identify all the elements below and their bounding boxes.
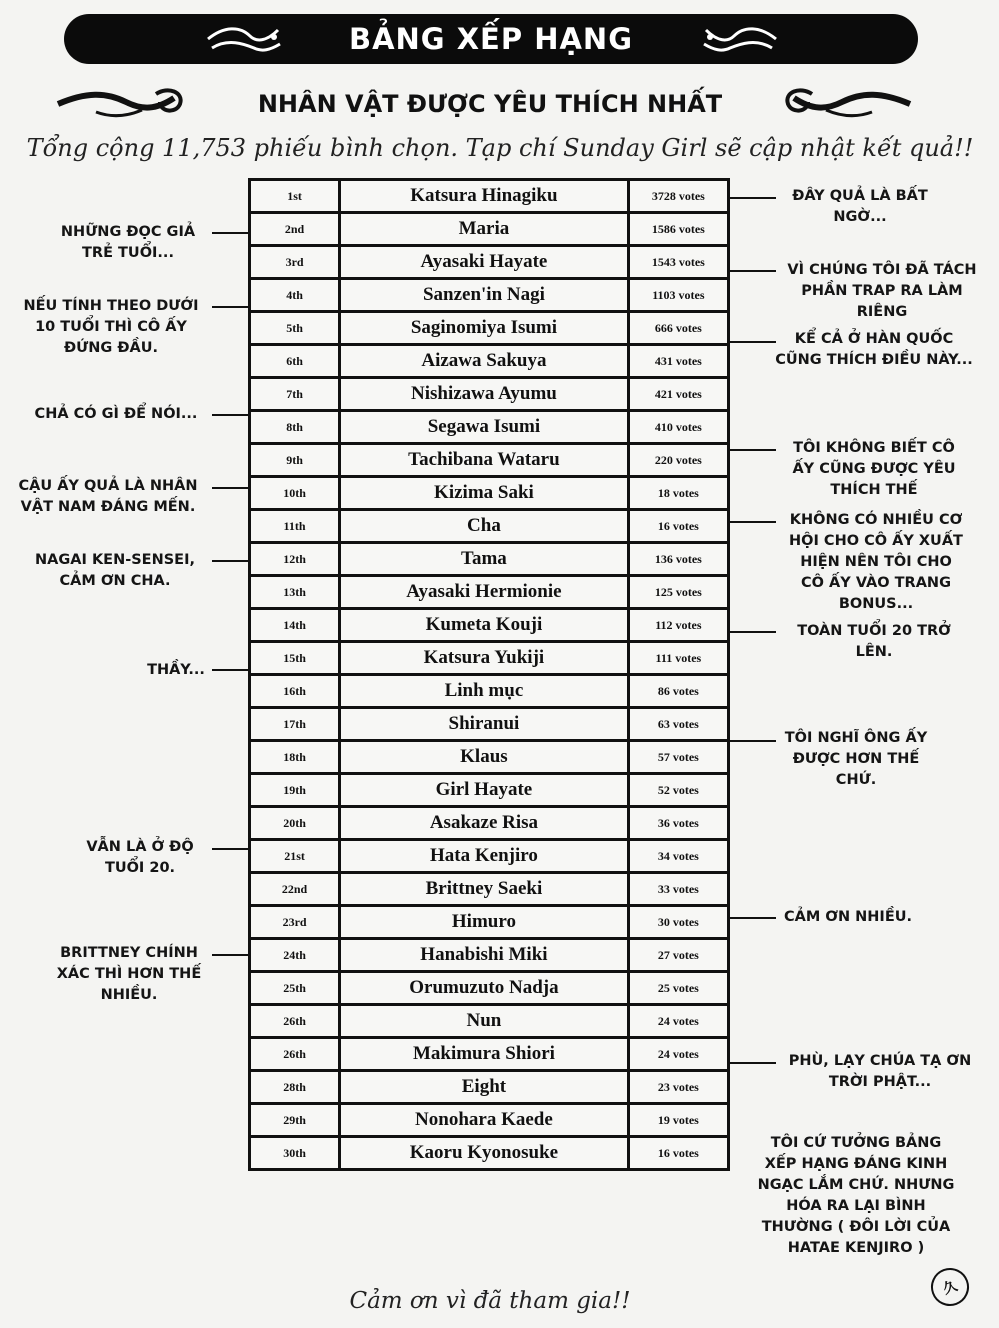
table-row bbox=[250, 741, 729, 774]
right-flourish-icon bbox=[700, 22, 780, 56]
character-name-cell: Aizawa Sakuya bbox=[340, 345, 629, 378]
table-row bbox=[250, 279, 729, 312]
table-row bbox=[250, 477, 729, 510]
connector-line bbox=[730, 270, 776, 272]
character-name-cell: Ayasaki Hermionie bbox=[340, 576, 629, 609]
votes-cell: 666 votes bbox=[628, 312, 728, 345]
connector-line bbox=[730, 521, 776, 523]
table-row bbox=[250, 774, 729, 807]
subtitle-right-ornament-icon bbox=[782, 84, 912, 120]
character-name-cell: Orumuzuto Nadja bbox=[340, 972, 629, 1005]
character-name-cell: Himuro bbox=[340, 906, 629, 939]
votes-cell: 36 votes bbox=[628, 807, 728, 840]
character-name-cell: Cha bbox=[340, 510, 629, 543]
rank-cell: 29th bbox=[250, 1104, 340, 1137]
table-row bbox=[250, 1038, 729, 1071]
table-row bbox=[250, 873, 729, 906]
character-name-cell: Hata Kenjiro bbox=[340, 840, 629, 873]
character-name-cell: Klaus bbox=[340, 741, 629, 774]
rank-cell: 12th bbox=[250, 543, 340, 576]
right-comment-note: KHÔNG CÓ NHIỀU CƠ HỘI CHO CÔ ẤY XUẤT HIỆN NÊN TÔI CHO CÔ ẤY VÀO TRANG BONUS... bbox=[789, 512, 963, 612]
table-row bbox=[250, 1137, 729, 1170]
right-comment-note: KỂ CẢ Ở HÀN QUỐC CŨNG THÍCH ĐIỀU NÀY... bbox=[775, 331, 973, 368]
votes-cell: 125 votes bbox=[628, 576, 728, 609]
character-name-cell: Tama bbox=[340, 543, 629, 576]
character-name-cell: Katsura Yukiji bbox=[340, 642, 629, 675]
left-comment-note: NẾU TÍNH THEO DƯỚI 10 TUỔI THÌ CÔ ẤY ĐỨNG ĐẦU. bbox=[23, 298, 199, 356]
connector-line bbox=[212, 560, 248, 562]
character-name-cell: Shiranui bbox=[340, 708, 629, 741]
rank-cell: 4th bbox=[250, 279, 340, 312]
character-name-cell: Eight bbox=[340, 1071, 629, 1104]
table-row bbox=[250, 1071, 729, 1104]
table-row bbox=[250, 312, 729, 345]
rank-cell: 21st bbox=[250, 840, 340, 873]
character-name-cell: Nishizawa Ayumu bbox=[340, 378, 629, 411]
rank-cell: 14th bbox=[250, 609, 340, 642]
rank-cell: 18th bbox=[250, 741, 340, 774]
connector-line bbox=[212, 487, 248, 489]
character-name-cell: Nonohara Kaede bbox=[340, 1104, 629, 1137]
votes-cell: 24 votes bbox=[628, 1005, 728, 1038]
rank-cell: 15th bbox=[250, 642, 340, 675]
table-row bbox=[250, 444, 729, 477]
table-row bbox=[250, 1005, 729, 1038]
character-name-cell: Sanzen'in Nagi bbox=[340, 279, 629, 312]
right-comment-note: ĐÂY QUẢ LÀ BẤT NGỜ... bbox=[792, 188, 928, 225]
right-comment-note: VÌ CHÚNG TÔI ĐÃ TÁCH PHẦN TRAP RA LÀM RIÊNG bbox=[787, 262, 977, 320]
rank-cell: 2nd bbox=[250, 213, 340, 246]
table-row bbox=[250, 906, 729, 939]
character-name-cell: Kaoru Kyonosuke bbox=[340, 1137, 629, 1170]
character-name-cell: Tachibana Wataru bbox=[340, 444, 629, 477]
rank-cell: 7th bbox=[250, 378, 340, 411]
votes-cell: 27 votes bbox=[628, 939, 728, 972]
votes-cell: 112 votes bbox=[628, 609, 728, 642]
right-comment-note: CẢM ƠN NHIỀU. bbox=[783, 909, 913, 925]
right-comment-note: TOÀN TUỔI 20 TRỞ LÊN. bbox=[797, 623, 951, 660]
rank-cell: 13th bbox=[250, 576, 340, 609]
table-row bbox=[250, 576, 729, 609]
rank-cell: 22nd bbox=[250, 873, 340, 906]
votes-cell: 16 votes bbox=[628, 1137, 728, 1170]
character-name-cell: Saginomiya Isumi bbox=[340, 312, 629, 345]
votes-cell: 16 votes bbox=[628, 510, 728, 543]
votes-cell: 23 votes bbox=[628, 1071, 728, 1104]
character-name-cell: Linh mục bbox=[340, 675, 629, 708]
votes-cell: 410 votes bbox=[628, 411, 728, 444]
votes-cell: 86 votes bbox=[628, 675, 728, 708]
connector-line bbox=[730, 1062, 776, 1064]
table-row bbox=[250, 213, 729, 246]
connector-line bbox=[212, 954, 248, 956]
rank-cell: 6th bbox=[250, 345, 340, 378]
intro-text: Tổng cộng 11,753 phiếu bình chọn. Tạp chí Sunday Girl sẽ cập nhật kết quả!! bbox=[26, 134, 974, 162]
votes-cell: 3728 votes bbox=[628, 180, 728, 213]
connector-line bbox=[730, 341, 776, 343]
right-comment-note: TÔI NGHĨ ÔNG ẤY ĐƯỢC HƠN THẾ CHỨ. bbox=[784, 730, 928, 788]
character-name-cell: Katsura Hinagiku bbox=[340, 180, 629, 213]
rank-cell: 10th bbox=[250, 477, 340, 510]
table-row bbox=[250, 180, 729, 213]
votes-cell: 33 votes bbox=[628, 873, 728, 906]
rank-cell: 16th bbox=[250, 675, 340, 708]
rank-cell: 1st bbox=[250, 180, 340, 213]
votes-cell: 30 votes bbox=[628, 906, 728, 939]
votes-cell: 431 votes bbox=[628, 345, 728, 378]
votes-cell: 25 votes bbox=[628, 972, 728, 1005]
character-name-cell: Hanabishi Miki bbox=[340, 939, 629, 972]
votes-cell: 19 votes bbox=[628, 1104, 728, 1137]
connector-line bbox=[730, 449, 776, 451]
connector-line bbox=[212, 414, 248, 416]
table-row bbox=[250, 708, 729, 741]
rank-cell: 8th bbox=[250, 411, 340, 444]
character-name-cell: Kumeta Kouji bbox=[340, 609, 629, 642]
table-row bbox=[250, 840, 729, 873]
character-name-cell: Nun bbox=[340, 1005, 629, 1038]
signature-stamp-icon: 久 bbox=[926, 1263, 975, 1312]
table-row bbox=[250, 411, 729, 444]
right-comment-note: PHÙ, LẠY CHÚA TẠ ƠN TRỜI PHẬT... bbox=[788, 1053, 972, 1090]
votes-cell: 136 votes bbox=[628, 543, 728, 576]
votes-cell: 52 votes bbox=[628, 774, 728, 807]
rank-cell: 17th bbox=[250, 708, 340, 741]
left-comment-note: CHẢ CÓ GÌ ĐỂ NÓI... bbox=[34, 406, 198, 422]
character-name-cell: Asakaze Risa bbox=[340, 807, 629, 840]
votes-cell: 220 votes bbox=[628, 444, 728, 477]
table-row bbox=[250, 543, 729, 576]
rank-cell: 3rd bbox=[250, 246, 340, 279]
rank-cell: 19th bbox=[250, 774, 340, 807]
table-row bbox=[250, 1104, 729, 1137]
table-row bbox=[250, 642, 729, 675]
votes-cell: 24 votes bbox=[628, 1038, 728, 1071]
table-row bbox=[250, 378, 729, 411]
character-name-cell: Ayasaki Hayate bbox=[340, 246, 629, 279]
left-comment-note: VẪN LÀ Ở ĐỘ TUỔI 20. bbox=[86, 839, 194, 876]
connector-line bbox=[212, 848, 248, 850]
connector-line bbox=[212, 306, 248, 308]
table-row bbox=[250, 807, 729, 840]
rank-cell: 20th bbox=[250, 807, 340, 840]
rank-cell: 5th bbox=[250, 312, 340, 345]
rank-cell: 25th bbox=[250, 972, 340, 1005]
character-name-cell: Kizima Saki bbox=[340, 477, 629, 510]
connector-line bbox=[730, 197, 776, 199]
character-name-cell: Girl Hayate bbox=[340, 774, 629, 807]
title-banner bbox=[64, 14, 918, 64]
rank-cell: 26th bbox=[250, 1038, 340, 1071]
left-comment-note: CẬU ẤY QUẢ LÀ NHÂN VẬT NAM ĐÁNG MẾN. bbox=[18, 478, 198, 515]
table-row bbox=[250, 246, 729, 279]
votes-cell: 111 votes bbox=[628, 642, 728, 675]
votes-cell: 18 votes bbox=[628, 477, 728, 510]
table-row bbox=[250, 972, 729, 1005]
table-row bbox=[250, 345, 729, 378]
table-row bbox=[250, 675, 729, 708]
votes-cell: 1543 votes bbox=[628, 246, 728, 279]
table-row bbox=[250, 510, 729, 543]
left-comment-note: BRITTNEY CHÍNH XÁC THÌ HƠN THẾ NHIỀU. bbox=[56, 945, 202, 1003]
page-title: BẢNG XẾP HẠNG bbox=[348, 22, 634, 56]
votes-cell: 57 votes bbox=[628, 741, 728, 774]
page-subtitle: NHÂN VẬT ĐƯỢC YÊU THÍCH NHẤT bbox=[257, 90, 723, 118]
connector-line bbox=[730, 740, 776, 742]
votes-cell: 1103 votes bbox=[628, 279, 728, 312]
character-name-cell: Maria bbox=[340, 213, 629, 246]
connector-line bbox=[730, 631, 776, 633]
ranking-table bbox=[248, 178, 730, 1171]
left-comment-note: NAGAI KEN-SENSEI, CẢM ƠN CHA. bbox=[35, 552, 195, 589]
character-name-cell: Segawa Isumi bbox=[340, 411, 629, 444]
connector-line bbox=[212, 232, 248, 234]
closing-text: Cảm ơn vì đã tham gia!! bbox=[349, 1288, 631, 1314]
character-name-cell: Makimura Shiori bbox=[340, 1038, 629, 1071]
right-comment-note: TÔI KHÔNG BIẾT CÔ ẤY CŨNG ĐƯỢC YÊU THÍCH THẾ bbox=[792, 440, 956, 498]
votes-cell: 34 votes bbox=[628, 840, 728, 873]
rank-cell: 11th bbox=[250, 510, 340, 543]
right-comment-note: TÔI CỨ TƯỞNG BẢNG XẾP HẠNG ĐÁNG KINH NGẠC LẮM CHỨ. NHƯNG HÓA RA LẠI BÌNH THƯỜNG ( ĐÔI LỜI CỦA HATAE KENJIRO ) bbox=[757, 1135, 955, 1256]
rank-cell: 28th bbox=[250, 1071, 340, 1104]
character-name-cell: Brittney Saeki bbox=[340, 873, 629, 906]
connector-line bbox=[730, 917, 776, 919]
rank-cell: 23rd bbox=[250, 906, 340, 939]
rank-cell: 24th bbox=[250, 939, 340, 972]
rank-cell: 26th bbox=[250, 1005, 340, 1038]
rank-cell: 9th bbox=[250, 444, 340, 477]
left-comment-note: THẦY... bbox=[147, 662, 205, 678]
votes-cell: 63 votes bbox=[628, 708, 728, 741]
left-comment-note: NHỮNG ĐỌC GIẢ TRẺ TUỔI... bbox=[60, 224, 196, 261]
votes-cell: 1586 votes bbox=[628, 213, 728, 246]
table-row bbox=[250, 609, 729, 642]
rank-cell: 30th bbox=[250, 1137, 340, 1170]
connector-line bbox=[212, 669, 248, 671]
votes-cell: 421 votes bbox=[628, 378, 728, 411]
table-row bbox=[250, 939, 729, 972]
